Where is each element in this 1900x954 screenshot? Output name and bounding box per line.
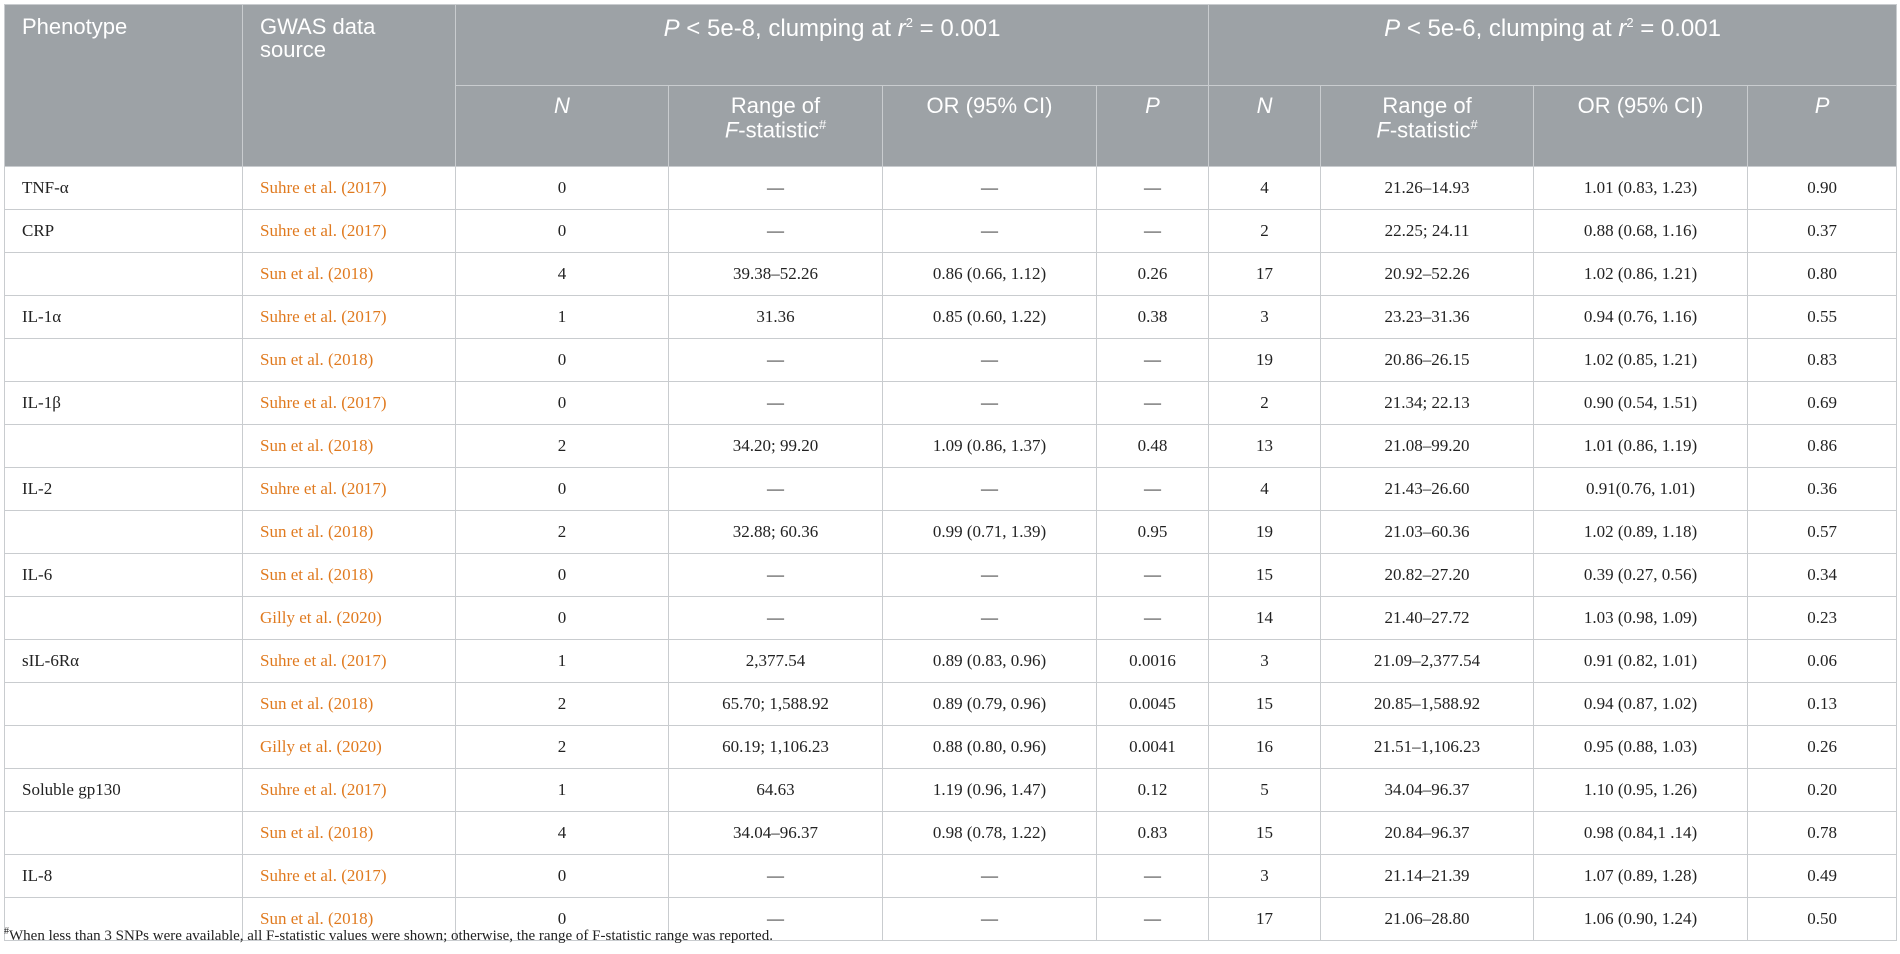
cell-phenotype: IL-1β [5, 382, 243, 425]
citation-year-link[interactable]: 2018 [333, 264, 368, 283]
cell-phenotype [5, 812, 243, 855]
cell-p-5e8: 0.83 [1097, 812, 1209, 855]
cell-n-5e8: 0 [456, 468, 669, 511]
cell-p-5e6: 0.49 [1748, 855, 1897, 898]
cell-or-5e8: 1.09 (0.86, 1.37) [883, 425, 1097, 468]
cell-p-5e6: 0.83 [1748, 339, 1897, 382]
cell-range-5e6: 21.08–99.20 [1321, 425, 1534, 468]
cell-p-5e6: 0.50 [1748, 898, 1897, 941]
citation-year-link[interactable]: 2018 [333, 823, 368, 842]
citation-author-link[interactable]: ) [376, 737, 382, 756]
cell-or-5e6: 1.01 (0.86, 1.19) [1534, 425, 1748, 468]
cell-p-5e6: 0.34 [1748, 554, 1897, 597]
cell-or-5e8: — [883, 898, 1097, 941]
cell-p-5e8: — [1097, 855, 1209, 898]
cell-phenotype [5, 339, 243, 382]
mr-results-table [4, 4, 1897, 941]
citation-author-link[interactable]: Sun et al. ( [260, 823, 334, 842]
citation-year-link[interactable]: 2018 [333, 909, 368, 928]
citation-author-link[interactable]: ) [380, 178, 387, 197]
cell-p-5e6: 0.20 [1748, 769, 1897, 812]
citation-author-link[interactable]: Suhre et al. ( [260, 479, 347, 498]
table-row [5, 726, 1897, 769]
citation-year-link[interactable]: 2018 [333, 522, 368, 541]
citation-author-link[interactable]: Suhre et al. ( [260, 178, 347, 197]
citation-year-link[interactable]: 2017 [346, 393, 381, 412]
cell-or-5e6: 1.02 (0.85, 1.21) [1534, 339, 1748, 382]
citation-year-link[interactable]: 2017 [346, 866, 381, 885]
table-row [5, 554, 1897, 597]
citation-author-link[interactable]: Sun et al. ( [260, 565, 334, 584]
header-phenotype: Phenotype [5, 5, 243, 167]
cell-range-5e8: 60.19; 1,106.23 [669, 726, 883, 769]
citation-author-link[interactable]: Sun et al. ( [260, 264, 334, 283]
cell-or-5e6: 1.01 (0.83, 1.23) [1534, 167, 1748, 210]
citation-author-link[interactable]: ) [367, 264, 374, 283]
header-group-5e8: P < 5e-8, clumping at $r^2 = 0.001$ [456, 5, 1209, 86]
cell-range-5e6: 20.85–1,588.92 [1321, 683, 1534, 726]
cell-n-5e8: 2 [456, 511, 669, 554]
header-n-5e6: N [1209, 86, 1321, 167]
citation-year-link[interactable]: 2017 [346, 307, 381, 326]
cell-or-5e8: 0.89 (0.79, 0.96) [883, 683, 1097, 726]
cell-p-5e8: 0.38 [1097, 296, 1209, 339]
cell-or-5e6: 0.91(0.76, 1.01) [1534, 468, 1748, 511]
cell-p-5e8: — [1097, 554, 1209, 597]
citation-author-link[interactable]: Sun et al. ( [260, 909, 334, 928]
citation-author-link[interactable]: ) [367, 350, 374, 369]
table-row [5, 812, 1897, 855]
table-row [5, 210, 1897, 253]
citation-author-link[interactable]: Sun et al. ( [260, 694, 334, 713]
cell-or-5e6: 1.06 (0.90, 1.24) [1534, 898, 1748, 941]
cell-or-5e6: 0.39 (0.27, 0.56) [1534, 554, 1748, 597]
citation-year-link[interactable]: 2017 [346, 780, 381, 799]
cell-range-5e8: — [669, 468, 883, 511]
cell-n-5e6: 3 [1209, 296, 1321, 339]
header-p-5e8: P [1097, 86, 1209, 167]
cell-range-5e8: 65.70; 1,588.92 [669, 683, 883, 726]
cell-phenotype: CRP [5, 210, 243, 253]
cell-range-5e6: 22.25; 24.11 [1321, 210, 1534, 253]
cell-n-5e8: 0 [456, 554, 669, 597]
citation-year-link[interactable]: 2017 [346, 651, 381, 670]
cell-gwas-source[interactable] [243, 597, 456, 640]
cell-n-5e8: 2 [456, 425, 669, 468]
cell-n-5e8: 2 [456, 683, 669, 726]
cell-range-5e6: 21.06–28.80 [1321, 898, 1534, 941]
cell-gwas-source[interactable] [243, 167, 456, 210]
cell-range-5e6: 34.04–96.37 [1321, 769, 1534, 812]
citation-author-link[interactable]: ) [380, 866, 387, 885]
cell-phenotype: IL-8 [5, 855, 243, 898]
cell-or-5e8: — [883, 554, 1097, 597]
cell-phenotype [5, 425, 243, 468]
cell-p-5e6: 0.69 [1748, 382, 1897, 425]
cell-gwas-source[interactable] [243, 855, 456, 898]
cell-range-5e8: 34.04–96.37 [669, 812, 883, 855]
cell-p-5e8: 0.0045 [1097, 683, 1209, 726]
cell-or-5e6: 0.90 (0.54, 1.51) [1534, 382, 1748, 425]
citation-author-link[interactable]: ) [367, 436, 374, 455]
citation-author-link[interactable]: Sun et al. ( [260, 350, 334, 369]
cell-or-5e8: 0.89 (0.83, 0.96) [883, 640, 1097, 683]
cell-or-5e6: 0.94 (0.87, 1.02) [1534, 683, 1748, 726]
cell-n-5e8: 0 [456, 855, 669, 898]
footnote-text: When less than 3 SNPs were available, all F-statistic values were shown; otherwise, the range of F-statistic range was reported. [9, 928, 773, 944]
citation-author-link[interactable]: Suhre et al. ( [260, 307, 347, 326]
cell-or-5e6: 1.10 (0.95, 1.26) [1534, 769, 1748, 812]
table-row [5, 167, 1897, 210]
cell-n-5e6: 15 [1209, 683, 1321, 726]
citation-year-link[interactable]: 2018 [333, 565, 368, 584]
cell-phenotype: IL-1α [5, 296, 243, 339]
cell-or-5e8: — [883, 382, 1097, 425]
cell-range-5e8: 32.88; 60.36 [669, 511, 883, 554]
cell-gwas-source[interactable] [243, 253, 456, 296]
cell-p-5e8: — [1097, 597, 1209, 640]
cell-n-5e6: 13 [1209, 425, 1321, 468]
cell-phenotype [5, 726, 243, 769]
table-row [5, 511, 1897, 554]
cell-or-5e8: 0.85 (0.60, 1.22) [883, 296, 1097, 339]
citation-author-link[interactable]: ) [380, 393, 387, 412]
cell-range-5e6: 21.03–60.36 [1321, 511, 1534, 554]
cell-n-5e8: 1 [456, 296, 669, 339]
citation-author-link[interactable]: ) [367, 694, 374, 713]
cell-phenotype [5, 253, 243, 296]
cell-n-5e6: 5 [1209, 769, 1321, 812]
cell-n-5e8: 0 [456, 382, 669, 425]
cell-or-5e6: 1.03 (0.98, 1.09) [1534, 597, 1748, 640]
cell-gwas-source[interactable] [243, 296, 456, 339]
table-row [5, 339, 1897, 382]
cell-n-5e6: 3 [1209, 855, 1321, 898]
cell-p-5e8: 0.0041 [1097, 726, 1209, 769]
cell-gwas-source[interactable] [243, 382, 456, 425]
cell-range-5e6: 20.86–26.15 [1321, 339, 1534, 382]
cell-n-5e6: 17 [1209, 253, 1321, 296]
table-row [5, 640, 1897, 683]
cell-n-5e8: 0 [456, 210, 669, 253]
cell-p-5e6: 0.36 [1748, 468, 1897, 511]
citation-author-link[interactable]: ) [367, 565, 374, 584]
cell-n-5e8: 1 [456, 640, 669, 683]
cell-p-5e6: 0.13 [1748, 683, 1897, 726]
cell-or-5e8: — [883, 167, 1097, 210]
cell-range-5e8: — [669, 339, 883, 382]
table-row [5, 253, 1897, 296]
cell-n-5e8: 2 [456, 726, 669, 769]
cell-phenotype: TNF-α [5, 167, 243, 210]
cell-or-5e6: 0.88 (0.68, 1.16) [1534, 210, 1748, 253]
cell-n-5e8: 0 [456, 597, 669, 640]
citation-author-link[interactable]: Sun et al. ( [260, 436, 334, 455]
cell-or-5e6: 0.91 (0.82, 1.01) [1534, 640, 1748, 683]
table-header [5, 5, 1897, 167]
cell-n-5e6: 15 [1209, 812, 1321, 855]
cell-range-5e6: 23.23–31.36 [1321, 296, 1534, 339]
cell-or-5e6: 1.02 (0.89, 1.18) [1534, 511, 1748, 554]
citation-year-link[interactable]: 2018 [333, 694, 368, 713]
cell-p-5e8: 0.95 [1097, 511, 1209, 554]
cell-n-5e6: 19 [1209, 511, 1321, 554]
cell-p-5e8: — [1097, 898, 1209, 941]
table-body [5, 167, 1897, 941]
header-range-5e6: Range of F-statistic# [1321, 86, 1534, 167]
table-row [5, 855, 1897, 898]
cell-gwas-source[interactable] [243, 640, 456, 683]
cell-phenotype: IL-2 [5, 468, 243, 511]
header-or-5e8: OR (95% CI) [883, 86, 1097, 167]
cell-gwas-source[interactable] [243, 425, 456, 468]
table-row [5, 683, 1897, 726]
cell-or-5e8: — [883, 855, 1097, 898]
cell-n-5e8: 4 [456, 253, 669, 296]
cell-phenotype: IL-6 [5, 554, 243, 597]
citation-author-link[interactable]: Gilly et al. ( [260, 608, 343, 627]
cell-phenotype [5, 511, 243, 554]
cell-gwas-source[interactable] [243, 210, 456, 253]
header-n-5e8: N [456, 86, 669, 167]
cell-n-5e6: 4 [1209, 167, 1321, 210]
cell-range-5e8: — [669, 210, 883, 253]
cell-p-5e8: — [1097, 468, 1209, 511]
cell-gwas-source[interactable] [243, 468, 456, 511]
citation-author-link[interactable]: ) [367, 909, 374, 928]
cell-gwas-source[interactable] [243, 726, 456, 769]
citation-author-link[interactable]: ) [367, 823, 374, 842]
cell-range-5e6: 21.34; 22.13 [1321, 382, 1534, 425]
cell-or-5e8: 0.88 (0.80, 0.96) [883, 726, 1097, 769]
citation-author-link[interactable]: Suhre et al. ( [260, 393, 347, 412]
header-or-5e6: OR (95% CI) [1534, 86, 1748, 167]
citation-author-link[interactable]: Suhre et al. ( [260, 866, 347, 885]
cell-or-5e6: 1.02 (0.86, 1.21) [1534, 253, 1748, 296]
cell-gwas-source[interactable] [243, 554, 456, 597]
header-p-5e6: P [1748, 86, 1897, 167]
cell-p-5e8: 0.0016 [1097, 640, 1209, 683]
cell-range-5e8: — [669, 554, 883, 597]
cell-p-5e8: 0.26 [1097, 253, 1209, 296]
cell-n-5e6: 19 [1209, 339, 1321, 382]
cell-p-5e6: 0.80 [1748, 253, 1897, 296]
cell-range-5e8: — [669, 898, 883, 941]
cell-n-5e8: 4 [456, 812, 669, 855]
citation-year-link[interactable]: 2018 [333, 436, 368, 455]
citation-year-link[interactable]: 2018 [333, 350, 368, 369]
results-table-container [4, 4, 1896, 941]
cell-or-5e8: 0.99 (0.71, 1.39) [883, 511, 1097, 554]
cell-range-5e6: 21.14–21.39 [1321, 855, 1534, 898]
cell-range-5e6: 21.43–26.60 [1321, 468, 1534, 511]
cell-or-5e6: 0.94 (0.76, 1.16) [1534, 296, 1748, 339]
cell-range-5e6: 21.09–2,377.54 [1321, 640, 1534, 683]
cell-p-5e6: 0.57 [1748, 511, 1897, 554]
cell-n-5e8: 0 [456, 898, 669, 941]
citation-author-link[interactable]: ) [380, 651, 387, 670]
cell-or-5e8: — [883, 339, 1097, 382]
cell-or-5e8: 0.98 (0.78, 1.22) [883, 812, 1097, 855]
citation-author-link[interactable]: Gilly et al. ( [260, 737, 343, 756]
citation-author-link[interactable]: ) [380, 780, 387, 799]
cell-gwas-source[interactable] [243, 812, 456, 855]
cell-n-5e8: 1 [456, 769, 669, 812]
table-row [5, 769, 1897, 812]
cell-range-5e8: 64.63 [669, 769, 883, 812]
cell-n-5e8: 0 [456, 167, 669, 210]
cell-p-5e6: 0.26 [1748, 726, 1897, 769]
cell-p-5e6: 0.23 [1748, 597, 1897, 640]
table-footnote [4, 926, 773, 945]
cell-range-5e8: 2,377.54 [669, 640, 883, 683]
cell-or-5e6: 0.95 (0.88, 1.03) [1534, 726, 1748, 769]
table-row [5, 597, 1897, 640]
cell-n-5e8: 0 [456, 339, 669, 382]
cell-p-5e6: 0.55 [1748, 296, 1897, 339]
table-row [5, 468, 1897, 511]
table-row [5, 296, 1897, 339]
cell-or-5e8: — [883, 597, 1097, 640]
citation-author-link[interactable]: ) [380, 479, 387, 498]
citation-year-link[interactable]: 2017 [346, 178, 381, 197]
cell-p-5e6: 0.78 [1748, 812, 1897, 855]
cell-phenotype: sIL-6Rα [5, 640, 243, 683]
cell-range-5e8: 31.36 [669, 296, 883, 339]
cell-phenotype [5, 683, 243, 726]
cell-n-5e6: 17 [1209, 898, 1321, 941]
citation-author-link[interactable]: Suhre et al. ( [260, 780, 347, 799]
table-row [5, 382, 1897, 425]
header-gwas-source: GWAS data source [243, 5, 456, 167]
citation-author-link[interactable]: Sun et al. ( [260, 522, 334, 541]
cell-p-5e6: 0.37 [1748, 210, 1897, 253]
cell-p-5e8: 0.12 [1097, 769, 1209, 812]
cell-phenotype: Soluble gp130 [5, 769, 243, 812]
cell-range-5e8: 34.20; 99.20 [669, 425, 883, 468]
cell-p-5e6: 0.86 [1748, 425, 1897, 468]
cell-range-5e8: 39.38–52.26 [669, 253, 883, 296]
cell-range-5e6: 21.40–27.72 [1321, 597, 1534, 640]
cell-or-5e8: 0.86 (0.66, 1.12) [883, 253, 1097, 296]
cell-p-5e8: — [1097, 210, 1209, 253]
cell-range-5e8: — [669, 382, 883, 425]
cell-gwas-source[interactable] [243, 511, 456, 554]
cell-n-5e6: 14 [1209, 597, 1321, 640]
footnote-mark: # [4, 926, 9, 937]
citation-year-link[interactable]: 2017 [346, 479, 381, 498]
cell-gwas-source[interactable] [243, 339, 456, 382]
cell-p-5e8: — [1097, 339, 1209, 382]
citation-year-link[interactable]: 2017 [346, 221, 381, 240]
header-range-5e8: Range of F-statistic# [669, 86, 883, 167]
cell-range-5e6: 20.84–96.37 [1321, 812, 1534, 855]
cell-range-5e8: — [669, 855, 883, 898]
cell-range-5e6: 20.92–52.26 [1321, 253, 1534, 296]
cell-n-5e6: 2 [1209, 382, 1321, 425]
cell-range-5e8: — [669, 597, 883, 640]
cell-range-5e6: 20.82–27.20 [1321, 554, 1534, 597]
header-group-5e6: P < 5e-6, clumping at $r^2 = 0.001$ [1209, 5, 1897, 86]
cell-range-5e8: — [669, 167, 883, 210]
table-row [5, 425, 1897, 468]
citation-author-link[interactable]: ) [367, 522, 374, 541]
cell-n-5e6: 4 [1209, 468, 1321, 511]
citation-author-link[interactable]: ) [380, 221, 387, 240]
cell-p-5e8: 0.48 [1097, 425, 1209, 468]
cell-or-5e6: 1.07 (0.89, 1.28) [1534, 855, 1748, 898]
citation-year-link[interactable]: 2020 [342, 737, 377, 756]
cell-n-5e6: 15 [1209, 554, 1321, 597]
cell-p-5e6: 0.90 [1748, 167, 1897, 210]
cell-gwas-source[interactable] [243, 769, 456, 812]
cell-or-5e8: — [883, 468, 1097, 511]
cell-phenotype [5, 597, 243, 640]
citation-author-link[interactable]: Suhre et al. ( [260, 651, 347, 670]
cell-n-5e6: 2 [1209, 210, 1321, 253]
cell-or-5e8: — [883, 210, 1097, 253]
cell-p-5e8: — [1097, 167, 1209, 210]
cell-range-5e6: 21.51–1,106.23 [1321, 726, 1534, 769]
citation-author-link[interactable]: ) [376, 608, 382, 627]
cell-gwas-source[interactable] [243, 683, 456, 726]
cell-p-5e6: 0.06 [1748, 640, 1897, 683]
cell-or-5e8: 1.19 (0.96, 1.47) [883, 769, 1097, 812]
cell-n-5e6: 3 [1209, 640, 1321, 683]
citation-author-link[interactable]: ) [380, 307, 387, 326]
cell-p-5e8: — [1097, 382, 1209, 425]
cell-or-5e6: 0.98 (0.84,1 .14) [1534, 812, 1748, 855]
citation-author-link[interactable]: Suhre et al. ( [260, 221, 347, 240]
cell-range-5e6: 21.26–14.93 [1321, 167, 1534, 210]
cell-n-5e6: 16 [1209, 726, 1321, 769]
citation-year-link[interactable]: 2020 [342, 608, 377, 627]
